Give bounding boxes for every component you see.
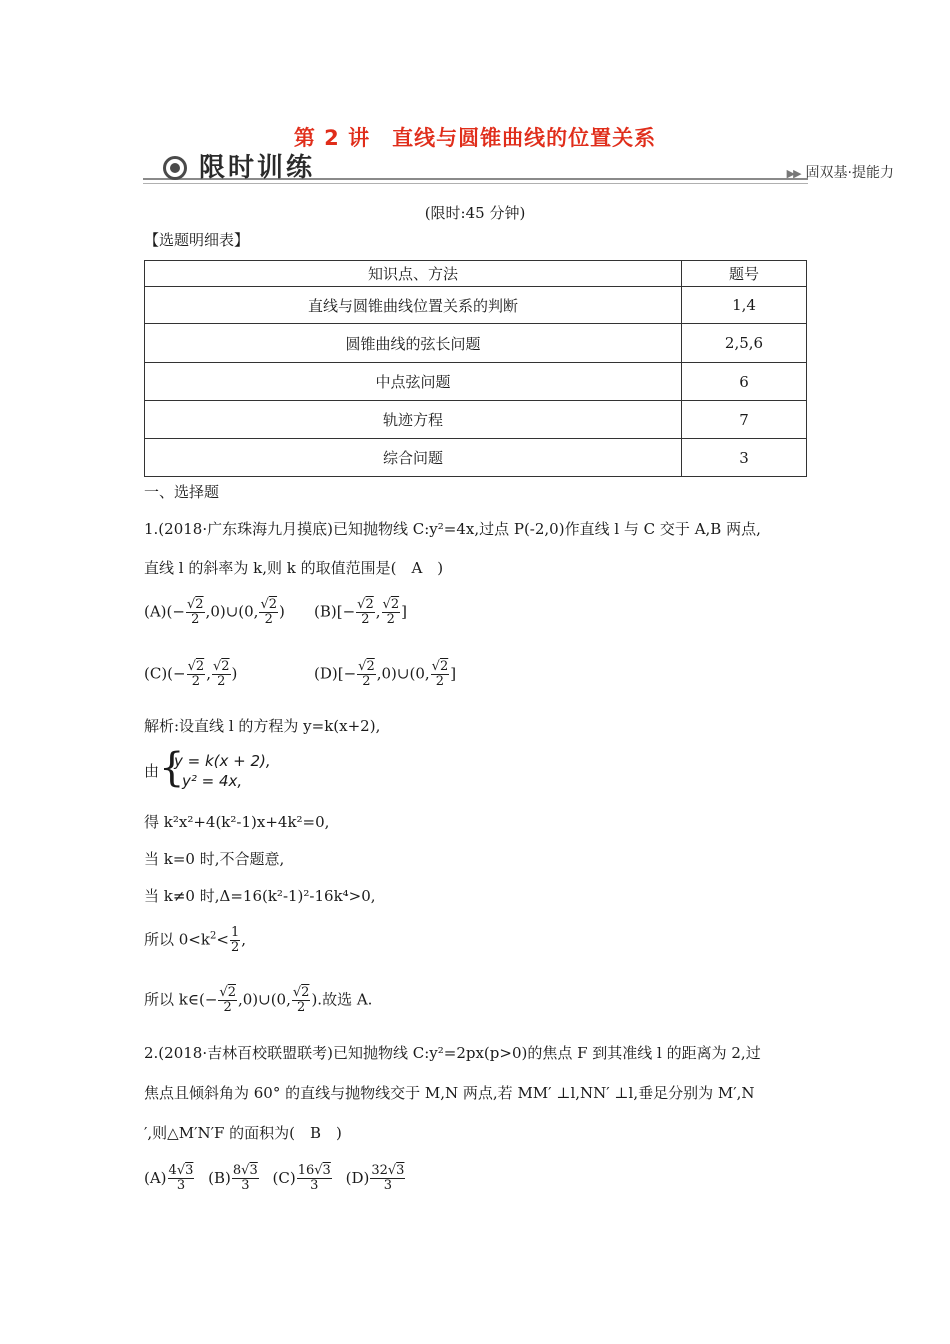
q2-option-a: (A) $\frac{4√3}{3}$ [144, 1163, 194, 1193]
table-row [145, 401, 807, 439]
q1-stem-line1: 1.(2018·广东珠海九月摸底)已知抛物线 C:y²=4x,过点 P(-2,0)作直线 l 与 C 交于 A,B 两点, [144, 520, 761, 538]
q1-option-b: (B)[− $\frac{√2}{2}$ , $\frac{√2}{2}$ ] [314, 597, 407, 627]
double-arrow-icon: ▶▶ [786, 167, 800, 180]
q2-option-d: (D) $\frac{32√3}{3}$ [345, 1163, 405, 1193]
column-header: 题号 [682, 261, 807, 287]
q1-solution-line3: 当 k=0 时,不合题意, [144, 850, 285, 868]
q2-stem-line2: 焦点且倾斜角为 60° 的直线与抛物线交于 M,N 两点,若 MM′ ⊥l,NN′ ⊥l,垂足分别为 M′,N [144, 1084, 755, 1102]
q1-option-d: (D)[− $\frac{√2}{2}$ ,0)∪(0, $\frac{√2}{2}$ ] [314, 659, 457, 689]
q1-stem-line2: 直线 l 的斜率为 k,则 k 的取值范围是( A ) [144, 559, 444, 577]
table-row [145, 363, 807, 401]
q1-solution-line6: 所以 k∈(− $\frac{√2}{2}$ ,0)∪(0, $\frac{√2}{2}$ ).故选 A. [144, 985, 373, 1015]
section-banner [143, 152, 894, 186]
section-heading: 一、选择题 [144, 483, 220, 501]
detail-table [144, 260, 807, 477]
table-cell: 圆锥曲线的弦长问题 [145, 324, 682, 363]
q2-option-b: (B) $\frac{8√3}{3}$ [208, 1163, 258, 1193]
q1-solution-line4: 当 k≠0 时,Δ=16(k²-1)²-16k⁴>0, [144, 887, 376, 905]
brace-glyph: { [159, 745, 185, 791]
banner-side-label: 固双基·提能力 [805, 165, 894, 181]
table-cell: 直线与圆锥曲线位置关系的判断 [145, 287, 682, 324]
q2-stem-line3: ′,则△M′N′F 的面积为( B ) [144, 1124, 342, 1142]
table-cell: 1,4 [682, 287, 807, 324]
q1-option-a: (A)(− $\frac{√2}{2}$ ,0)∪(0, $\frac{√2}{2}$ ) [144, 597, 285, 627]
table-row [145, 324, 807, 363]
q1-solution-line2: 得 k²x²+4(k²-1)x+4k²=0, [144, 813, 330, 831]
page-title: 第 2 讲 直线与圆锥曲线的位置关系 [293, 126, 657, 150]
system-prefix: 由 [144, 762, 160, 780]
table-cell: 7 [682, 401, 807, 439]
table-cell: 2,5,6 [682, 324, 807, 363]
table-row [145, 287, 807, 324]
target-icon [163, 156, 187, 180]
column-header: 知识点、方法 [145, 261, 682, 287]
table-cell: 轨迹方程 [145, 401, 682, 439]
table-caption: 【选题明细表】 [144, 231, 250, 249]
time-limit: (限时:45 分钟) [424, 204, 526, 222]
table-cell: 中点弦问题 [145, 363, 682, 401]
table-row [145, 439, 807, 477]
banner-name: 限时训练 [199, 153, 316, 183]
q2-option-c: (C) $\frac{16√3}{3}$ [272, 1163, 331, 1193]
q2-options [144, 1164, 406, 1193]
table-cell: 3 [682, 439, 807, 477]
table-cell: 综合问题 [145, 439, 682, 477]
system-line1: y = k(x + 2), [174, 752, 271, 770]
q2-stem-line1: 2.(2018·吉林百校联盟联考)已知抛物线 C:y²=2px(p>0)的焦点 F 到其准线 l 的距离为 2,过 [144, 1044, 761, 1062]
table-header-row [145, 261, 807, 287]
table-cell: 6 [682, 363, 807, 401]
q1-solution-line5: 所以 $0<k^2<$ $\frac{1}{2}$ , [144, 925, 246, 955]
q1-solution-line1: 解析:设直线 l 的方程为 y=k(x+2), [144, 717, 381, 735]
q1-option-c: (C)(− $\frac{√2}{2}$ , $\frac{√2}{2}$ ) [144, 659, 238, 689]
banner-side [787, 164, 894, 183]
system-line2: y² = 4x, [182, 772, 243, 790]
